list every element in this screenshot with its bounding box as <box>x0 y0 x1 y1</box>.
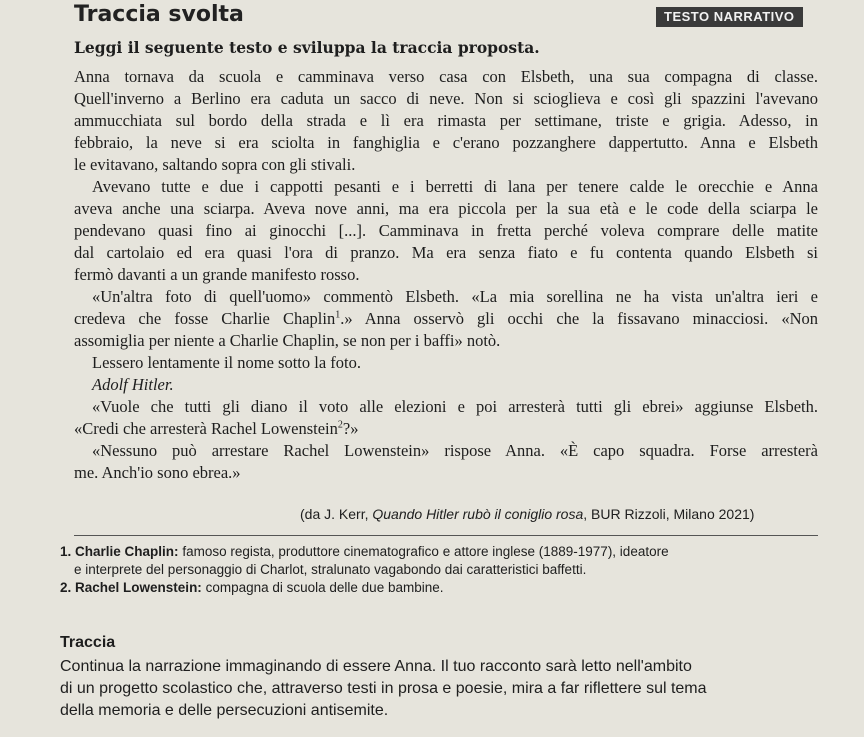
page-title: Traccia svolta <box>74 2 244 27</box>
text-line: dal cartolaio ed era quasi l'ora di pranzo. Ma era senza fiato e fu contenta quando Elsbeth si <box>74 243 818 262</box>
task-heading: Traccia <box>60 634 116 651</box>
passage-paragraph-4 <box>74 352 818 484</box>
text-line: febbraio, la neve si era sciolta in fanghiglia e c'erano pozzanghere dappertutto. Anna e Elsbeth <box>74 133 818 152</box>
footnote-ref-2: 2 <box>337 419 343 431</box>
footnote-1 <box>60 543 820 579</box>
task-line: della memoria e delle persecuzioni antisemite. <box>60 702 389 719</box>
footnotes <box>60 543 820 597</box>
footnote-text: famoso regista, produttore cinematografico e attore inglese (1889-1977), ideatore <box>182 544 669 559</box>
text-fragment: credeva che fosse Charlie Chaplin <box>74 309 336 328</box>
footnote-term: Charlie Chaplin: <box>75 544 179 559</box>
source-prefix: (da J. Kerr, <box>300 506 373 522</box>
footnote-text: e interprete del personaggio di Charlot, stralunato vagabondo dai caratteristici baffetti. <box>74 562 587 577</box>
text-fragment: .» Anna osservò gli occhi che la fissavano minacciosi. «Non <box>340 309 818 328</box>
passage-paragraph-2 <box>74 176 818 286</box>
footnote-2 <box>60 579 820 597</box>
footnote-term: Rachel Lowenstein: <box>75 580 202 595</box>
text-line: «Vuole che tutti gli diano il voto alle elezioni e poi arresterà tutti gli ebrei» aggiunse Elsbeth. <box>92 397 818 416</box>
text-fragment: «Credi che arresterà Rachel Lowenstein <box>74 419 338 438</box>
text-fragment: ?» <box>342 419 359 438</box>
footnote-ref-1: 1 <box>335 309 341 321</box>
text-line: ammucchiata sul bordo della strada e lì era rimasta per settimane, triste e grigia. Adesso, in <box>74 111 818 130</box>
text-line: Avevano tutte e due i cappotti pesanti e i berretti di lana per tenere calde le orecchie e Anna <box>92 177 818 196</box>
passage-paragraph-3 <box>74 286 818 352</box>
text-line: Lessero lentamente il nome sotto la foto. <box>92 353 361 372</box>
source-book-title: Quando Hitler rubò il coniglio rosa <box>372 506 584 522</box>
task-line: Continua la narrazione immaginando di essere Anna. Il tuo racconto sarà letto nell'ambito <box>60 658 692 675</box>
source-citation <box>300 506 754 522</box>
source-suffix: , BUR Rizzoli, Milano 2021) <box>583 506 755 522</box>
footnote-text: compagna di scuola delle due bambine. <box>205 580 444 595</box>
task-line: di un progetto scolastico che, attraverso testi in prosa e poesie, mira a far riflettere sul tema <box>60 680 707 697</box>
text-line: fermò davanti a un grande manifesto rosso. <box>74 265 360 284</box>
text-line: Quell'inverno a Berlino era caduta un sacco di neve. Non si scioglieva e così gli spazzini l'avevano <box>74 89 818 108</box>
task-text <box>60 656 820 722</box>
text-line <box>74 418 818 440</box>
footnote-number: 1. <box>60 544 72 559</box>
instruction: Leggi il seguente testo e sviluppa la traccia proposta. <box>74 38 540 57</box>
footnote-number: 2. <box>60 580 72 595</box>
text-line: Anna tornava da scuola e camminava verso casa con Elsbeth, una sua compagna di classe. <box>74 67 818 86</box>
text-line: pendevano quasi fino ai ginocchi [...]. Camminava in fretta perché voleva comprare delle matite <box>74 221 818 240</box>
passage-paragraph-1 <box>74 66 818 176</box>
text-line: «Nessuno può arrestare Rachel Lowenstein» rispose Anna. «È capo squadra. Forse arresterà <box>92 441 818 460</box>
text-line: le evitavano, saltando sopra con gli stivali. <box>74 155 356 174</box>
text-line: me. Anch'io sono ebrea.» <box>74 463 241 482</box>
footnote-divider <box>74 535 818 536</box>
text-line: «Un'altra foto di quell'uomo» commentò Elsbeth. «La mia sorellina ne ha vista un'altra ieri e <box>92 287 818 306</box>
text-line: aveva anche una sciarpa. Aveva nove anni, ma era piccola per la sua età e le code della sciarpa le <box>74 199 818 218</box>
text-line: Adolf Hitler. <box>92 375 174 394</box>
genre-badge: TESTO NARRATIVO <box>656 7 803 27</box>
text-line <box>74 308 818 330</box>
text-line: assomiglia per niente a Charlie Chaplin, se non per i baffi» notò. <box>74 331 501 350</box>
